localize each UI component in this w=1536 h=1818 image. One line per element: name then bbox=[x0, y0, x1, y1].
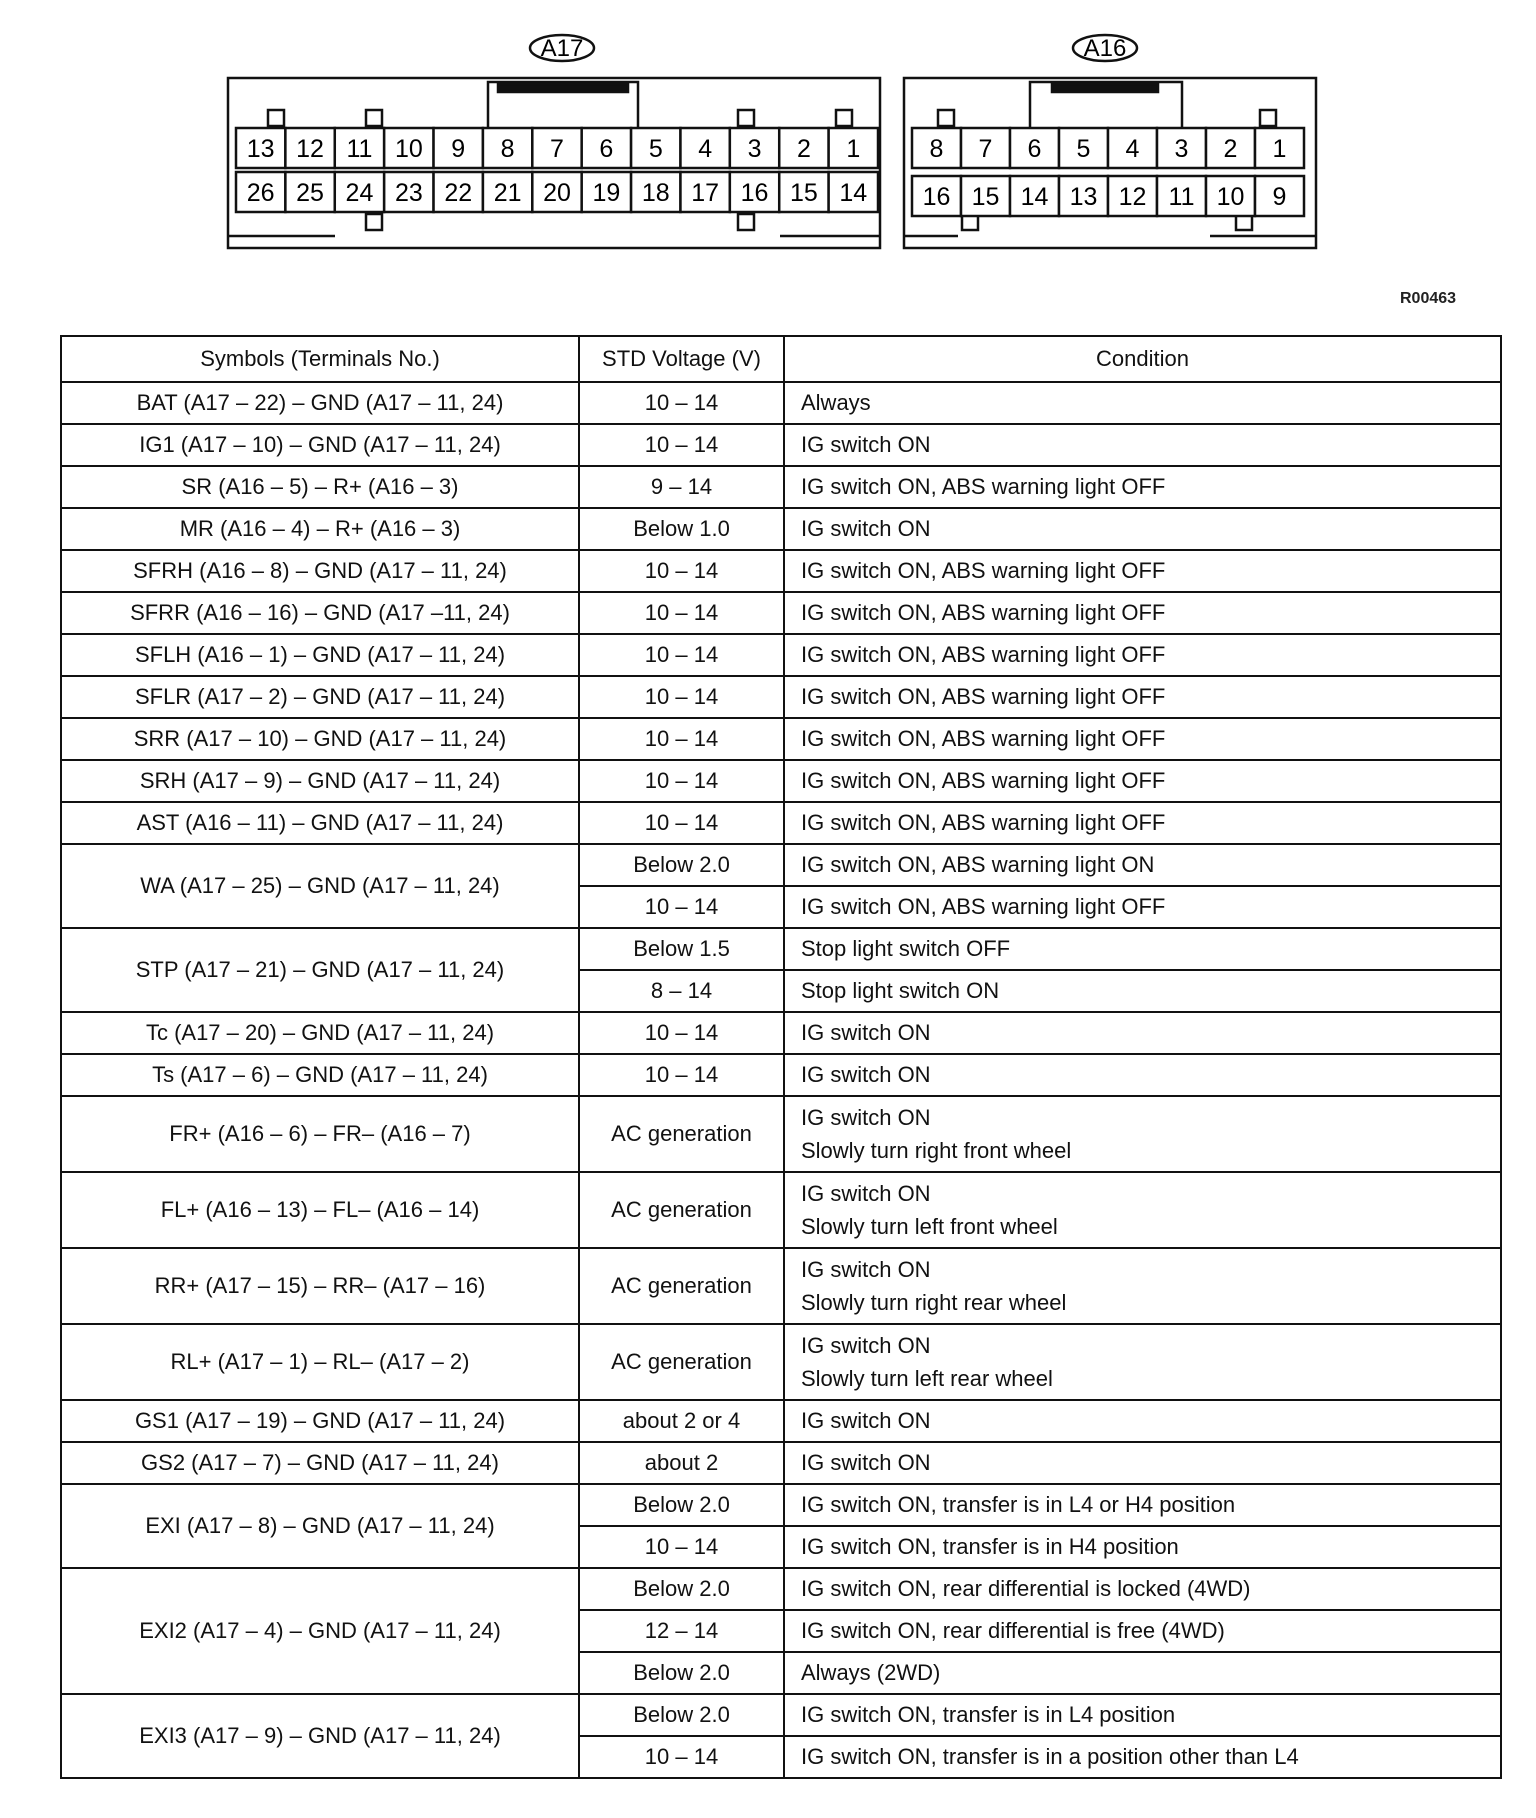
pin-number: 8 bbox=[500, 135, 515, 163]
table-row bbox=[61, 1694, 1501, 1736]
pin-number: 17 bbox=[691, 179, 720, 207]
symbol-cell: STP (A17 – 21) – GND (A17 – 11, 24) bbox=[61, 928, 579, 1012]
symbol-cell: WA (A17 – 25) – GND (A17 – 11, 24) bbox=[61, 844, 579, 928]
pin-number: 2 bbox=[796, 135, 811, 163]
table-row bbox=[61, 1248, 1501, 1324]
condition-cell bbox=[784, 382, 1501, 424]
pin-number: 11 bbox=[346, 135, 373, 163]
pin-number: 1 bbox=[846, 135, 861, 163]
symbol-cell: AST (A16 – 11) – GND (A17 – 11, 24) bbox=[61, 802, 579, 844]
voltage-cell: 10 – 14 bbox=[579, 1526, 784, 1568]
a16-label: A16 bbox=[1083, 35, 1127, 62]
pin-number: 11 bbox=[1168, 183, 1195, 211]
pin-number: 15 bbox=[790, 179, 818, 207]
condition-line: IG switch ON bbox=[801, 1450, 931, 1475]
symbol-cell: EXI3 (A17 – 9) – GND (A17 – 11, 24) bbox=[61, 1694, 579, 1778]
table-row bbox=[61, 802, 1501, 844]
condition-line: IG switch ON bbox=[801, 432, 931, 457]
condition-line: Slowly turn left rear wheel bbox=[801, 1366, 1053, 1391]
voltage-cell: AC generation bbox=[579, 1324, 784, 1400]
pin-number: 4 bbox=[698, 135, 713, 163]
condition-cell bbox=[784, 634, 1501, 676]
condition-cell bbox=[784, 760, 1501, 802]
voltage-cell: 8 – 14 bbox=[579, 970, 784, 1012]
condition-line: IG switch ON, rear differential is free (4WD) bbox=[801, 1618, 1225, 1643]
condition-line: IG switch ON, ABS warning light ON bbox=[801, 852, 1155, 877]
condition-line: IG switch ON, ABS warning light OFF bbox=[801, 894, 1166, 919]
pin-number: 25 bbox=[296, 179, 324, 207]
table-row bbox=[61, 1172, 1501, 1248]
pin-number: 12 bbox=[296, 135, 324, 163]
a16-pin-grid bbox=[912, 128, 1304, 216]
condition-line: IG switch ON, ABS warning light OFF bbox=[801, 684, 1166, 709]
table-row bbox=[61, 1400, 1501, 1442]
table-row bbox=[61, 1568, 1501, 1610]
condition-cell bbox=[784, 1610, 1501, 1652]
table-row bbox=[61, 466, 1501, 508]
pin-number: 2 bbox=[1223, 135, 1238, 163]
symbol-cell: SFLR (A17 – 2) – GND (A17 – 11, 24) bbox=[61, 676, 579, 718]
symbol-cell: Ts (A17 – 6) – GND (A17 – 11, 24) bbox=[61, 1054, 579, 1096]
symbol-cell: GS1 (A17 – 19) – GND (A17 – 11, 24) bbox=[61, 1400, 579, 1442]
voltage-cell: 10 – 14 bbox=[579, 802, 784, 844]
pin-number: 26 bbox=[246, 179, 275, 207]
condition-cell bbox=[784, 1096, 1501, 1172]
pin-number: 8 bbox=[929, 135, 944, 163]
pin-number: 13 bbox=[246, 135, 275, 163]
condition-cell bbox=[784, 466, 1501, 508]
condition-line: IG switch ON bbox=[801, 1257, 931, 1282]
pin-number: 5 bbox=[648, 135, 663, 163]
pin-number: 18 bbox=[641, 179, 670, 207]
condition-line: IG switch ON bbox=[801, 1062, 931, 1087]
voltage-cell: 10 – 14 bbox=[579, 676, 784, 718]
a17-latch-mid bbox=[366, 110, 382, 126]
table-row bbox=[61, 382, 1501, 424]
condition-line: Slowly turn right rear wheel bbox=[801, 1290, 1067, 1315]
pin-number: 21 bbox=[493, 179, 522, 207]
condition-line: IG switch ON bbox=[801, 516, 931, 541]
table-row bbox=[61, 928, 1501, 970]
voltage-cell: Below 2.0 bbox=[579, 1652, 784, 1694]
pin-number: 22 bbox=[444, 179, 473, 207]
voltage-cell: 10 – 14 bbox=[579, 1054, 784, 1096]
voltage-cell: Below 2.0 bbox=[579, 844, 784, 886]
symbol-cell: EXI (A17 – 8) – GND (A17 – 11, 24) bbox=[61, 1484, 579, 1568]
table-row bbox=[61, 508, 1501, 550]
pin-number: 7 bbox=[550, 135, 564, 163]
pin-number: 9 bbox=[451, 135, 466, 163]
voltage-spec-table bbox=[60, 335, 1502, 1779]
condition-cell bbox=[784, 508, 1501, 550]
table-row bbox=[61, 1012, 1501, 1054]
pin-number: 15 bbox=[971, 183, 1000, 211]
condition-cell bbox=[784, 676, 1501, 718]
pin-number: 14 bbox=[1020, 183, 1049, 211]
condition-cell bbox=[784, 1054, 1501, 1096]
table-row bbox=[61, 424, 1501, 466]
condition-line: IG switch ON, transfer is in L4 or H4 position bbox=[801, 1492, 1236, 1517]
pin-number: 23 bbox=[394, 179, 423, 207]
pin-number: 20 bbox=[543, 179, 571, 207]
symbol-cell: Tc (A17 – 20) – GND (A17 – 11, 24) bbox=[61, 1012, 579, 1054]
symbol-cell: RR+ (A17 – 15) – RR– (A17 – 16) bbox=[61, 1248, 579, 1324]
table-row bbox=[61, 1054, 1501, 1096]
condition-line: IG switch ON bbox=[801, 1105, 931, 1130]
pin-number: 24 bbox=[345, 179, 374, 207]
condition-cell bbox=[784, 550, 1501, 592]
condition-cell bbox=[784, 1172, 1501, 1248]
condition-cell bbox=[784, 424, 1501, 466]
condition-cell bbox=[784, 886, 1501, 928]
symbol-cell: EXI2 (A17 – 4) – GND (A17 – 11, 24) bbox=[61, 1568, 579, 1694]
condition-cell bbox=[784, 802, 1501, 844]
pin-number: 19 bbox=[592, 179, 621, 207]
condition-line: Always bbox=[801, 390, 871, 415]
condition-line: IG switch ON, ABS warning light OFF bbox=[801, 726, 1166, 751]
voltage-cell: about 2 or 4 bbox=[579, 1400, 784, 1442]
voltage-cell: 10 – 14 bbox=[579, 634, 784, 676]
header-symbols: Symbols (Terminals No.) bbox=[61, 336, 579, 382]
pin-number: 6 bbox=[1027, 135, 1042, 163]
condition-line: IG switch ON bbox=[801, 1020, 931, 1045]
pin-number: 6 bbox=[599, 135, 614, 163]
symbol-cell: RL+ (A17 – 1) – RL– (A17 – 2) bbox=[61, 1324, 579, 1400]
pin-number: 12 bbox=[1118, 183, 1147, 211]
condition-line: Stop light switch OFF bbox=[801, 936, 1011, 961]
condition-cell bbox=[784, 844, 1501, 886]
condition-cell bbox=[784, 1484, 1501, 1526]
voltage-cell: Below 2.0 bbox=[579, 1568, 784, 1610]
pin-number: 16 bbox=[740, 179, 769, 207]
condition-line: IG switch ON bbox=[801, 1333, 931, 1358]
voltage-cell: 9 – 14 bbox=[579, 466, 784, 508]
condition-cell bbox=[784, 1526, 1501, 1568]
pin-number: 13 bbox=[1069, 183, 1098, 211]
voltage-cell: 10 – 14 bbox=[579, 886, 784, 928]
symbol-cell: FL+ (A16 – 13) – FL– (A16 – 14) bbox=[61, 1172, 579, 1248]
pin-number: 3 bbox=[1174, 135, 1189, 163]
condition-line: Slowly turn right front wheel bbox=[801, 1138, 1072, 1163]
voltage-cell: Below 2.0 bbox=[579, 1484, 784, 1526]
connector-diagram bbox=[0, 0, 1536, 300]
condition-line: Slowly turn left front wheel bbox=[801, 1214, 1058, 1239]
pin-number: 10 bbox=[1216, 183, 1245, 211]
pin-number: 7 bbox=[978, 135, 993, 163]
voltage-cell: 10 – 14 bbox=[579, 1012, 784, 1054]
figure-code: R00463 bbox=[1400, 290, 1457, 307]
pin-number: 10 bbox=[394, 135, 423, 163]
condition-line: IG switch ON, ABS warning light OFF bbox=[801, 474, 1166, 499]
condition-line: IG switch ON, transfer is in L4 position bbox=[801, 1702, 1176, 1727]
header-voltage: STD Voltage (V) bbox=[579, 336, 784, 382]
condition-cell bbox=[784, 718, 1501, 760]
voltage-cell: 12 – 14 bbox=[579, 1610, 784, 1652]
a17-latch-left bbox=[268, 110, 284, 126]
table-row bbox=[61, 592, 1501, 634]
table-row bbox=[61, 1484, 1501, 1526]
table-row bbox=[61, 1442, 1501, 1484]
voltage-cell: 10 – 14 bbox=[579, 550, 784, 592]
condition-cell bbox=[784, 1248, 1501, 1324]
pin-number: 14 bbox=[839, 179, 868, 207]
pin-number: 3 bbox=[747, 135, 762, 163]
condition-cell bbox=[784, 1736, 1501, 1778]
table-row bbox=[61, 634, 1501, 676]
voltage-cell: 10 – 14 bbox=[579, 718, 784, 760]
condition-line: IG switch ON bbox=[801, 1408, 931, 1433]
symbol-cell: SR (A16 – 5) – R+ (A16 – 3) bbox=[61, 466, 579, 508]
condition-line: IG switch ON, transfer is in H4 position bbox=[801, 1534, 1179, 1559]
condition-cell bbox=[784, 1400, 1501, 1442]
voltage-cell: 10 – 14 bbox=[579, 592, 784, 634]
a17-latch-right bbox=[738, 110, 754, 126]
a17-label: A17 bbox=[540, 35, 584, 62]
condition-cell bbox=[784, 928, 1501, 970]
header-condition: Condition bbox=[784, 336, 1501, 382]
a17-pin-grid bbox=[236, 128, 878, 212]
voltage-cell: Below 2.0 bbox=[579, 1694, 784, 1736]
condition-line: Always (2WD) bbox=[801, 1660, 941, 1685]
voltage-cell: AC generation bbox=[579, 1248, 784, 1324]
pin-number: 4 bbox=[1125, 135, 1140, 163]
condition-cell bbox=[784, 1442, 1501, 1484]
table-row bbox=[61, 1096, 1501, 1172]
table-row bbox=[61, 844, 1501, 886]
condition-line: IG switch ON, ABS warning light OFF bbox=[801, 642, 1166, 667]
table-row bbox=[61, 1324, 1501, 1400]
voltage-cell: AC generation bbox=[579, 1172, 784, 1248]
symbol-cell: SRH (A17 – 9) – GND (A17 – 11, 24) bbox=[61, 760, 579, 802]
condition-line: IG switch ON, transfer is in a position other than L4 bbox=[801, 1744, 1299, 1769]
table-row bbox=[61, 550, 1501, 592]
pin-number: 1 bbox=[1272, 135, 1287, 163]
condition-line: Stop light switch ON bbox=[801, 978, 1000, 1003]
condition-cell bbox=[784, 1568, 1501, 1610]
condition-cell bbox=[784, 1324, 1501, 1400]
symbol-cell: BAT (A17 – 22) – GND (A17 – 11, 24) bbox=[61, 382, 579, 424]
voltage-cell: Below 1.0 bbox=[579, 508, 784, 550]
symbol-cell: SFRR (A16 – 16) – GND (A17 –11, 24) bbox=[61, 592, 579, 634]
pin-number: 16 bbox=[922, 183, 951, 211]
condition-cell bbox=[784, 1012, 1501, 1054]
table-header-row bbox=[61, 336, 1501, 382]
condition-cell bbox=[784, 1652, 1501, 1694]
symbol-cell: GS2 (A17 – 7) – GND (A17 – 11, 24) bbox=[61, 1442, 579, 1484]
pin-number: 5 bbox=[1076, 135, 1091, 163]
condition-line: IG switch ON, ABS warning light OFF bbox=[801, 558, 1166, 583]
condition-line: IG switch ON, ABS warning light OFF bbox=[801, 600, 1166, 625]
table-row bbox=[61, 718, 1501, 760]
voltage-cell: 10 – 14 bbox=[579, 1736, 784, 1778]
voltage-cell: about 2 bbox=[579, 1442, 784, 1484]
symbol-cell: SFRH (A16 – 8) – GND (A17 – 11, 24) bbox=[61, 550, 579, 592]
voltage-cell: 10 – 14 bbox=[579, 382, 784, 424]
voltage-cell: 10 – 14 bbox=[579, 760, 784, 802]
condition-cell bbox=[784, 970, 1501, 1012]
condition-line: IG switch ON bbox=[801, 1181, 931, 1206]
symbol-cell: FR+ (A16 – 6) – FR– (A16 – 7) bbox=[61, 1096, 579, 1172]
table-row bbox=[61, 676, 1501, 718]
voltage-cell: 10 – 14 bbox=[579, 424, 784, 466]
pin-number: 9 bbox=[1272, 183, 1287, 211]
symbol-cell: MR (A16 – 4) – R+ (A16 – 3) bbox=[61, 508, 579, 550]
symbol-cell: SRR (A17 – 10) – GND (A17 – 11, 24) bbox=[61, 718, 579, 760]
voltage-cell: Below 1.5 bbox=[579, 928, 784, 970]
voltage-cell: AC generation bbox=[579, 1096, 784, 1172]
condition-line: IG switch ON, ABS warning light OFF bbox=[801, 768, 1166, 793]
symbol-cell: IG1 (A17 – 10) – GND (A17 – 11, 24) bbox=[61, 424, 579, 466]
a17-latch-rr bbox=[836, 110, 852, 126]
table-row bbox=[61, 760, 1501, 802]
condition-line: IG switch ON, rear differential is locked (4WD) bbox=[801, 1576, 1251, 1601]
condition-line: IG switch ON, ABS warning light OFF bbox=[801, 810, 1166, 835]
condition-cell bbox=[784, 592, 1501, 634]
symbol-cell: SFLH (A16 – 1) – GND (A17 – 11, 24) bbox=[61, 634, 579, 676]
condition-cell bbox=[784, 1694, 1501, 1736]
